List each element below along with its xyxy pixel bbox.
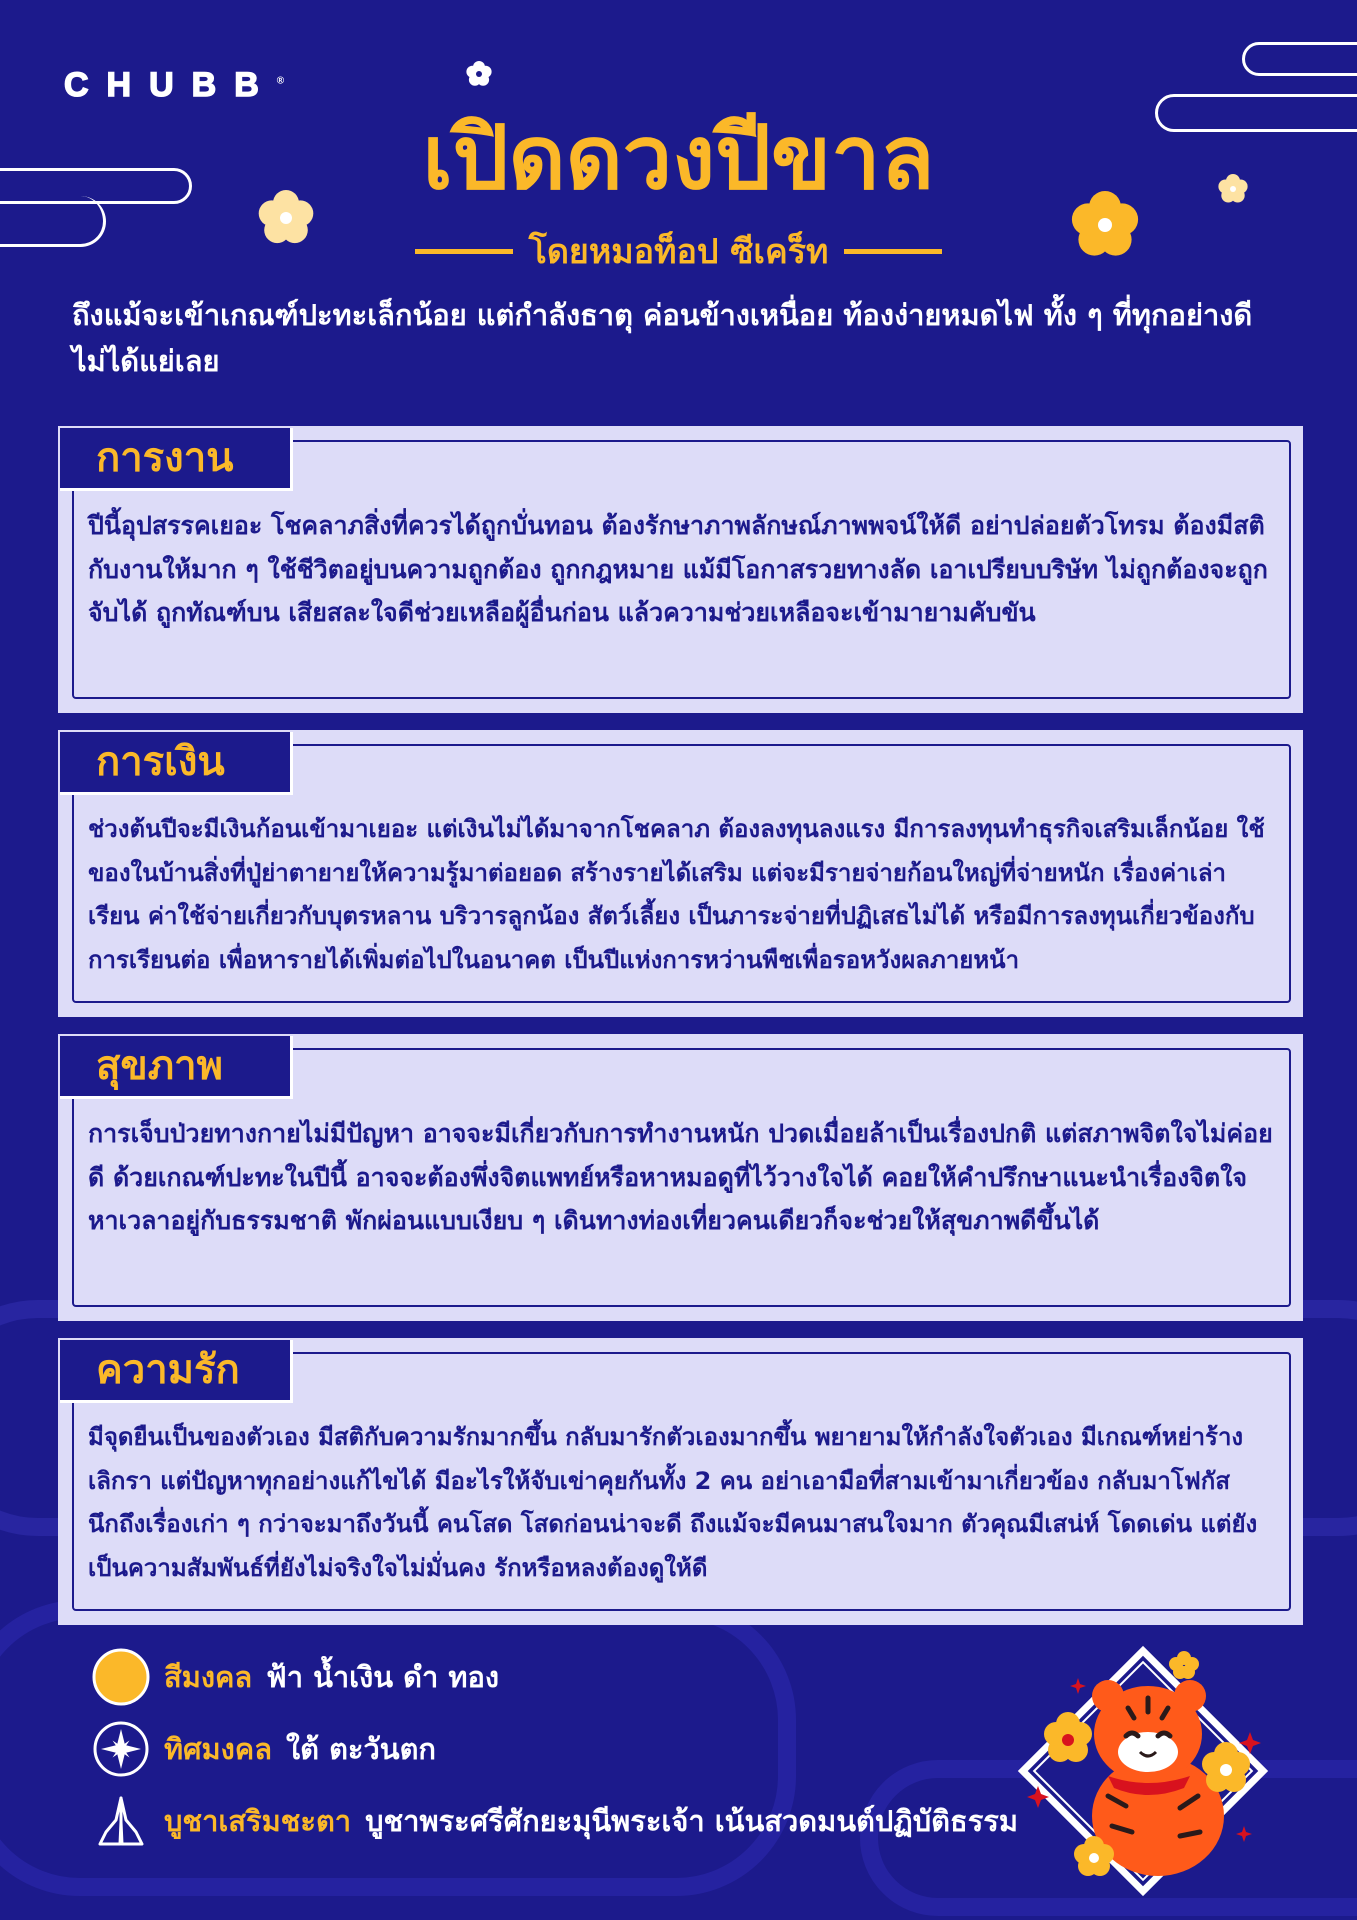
chubb-logo: CHUBB® (64, 66, 285, 104)
section-text: การเจ็บป่วยทางกายไม่มีปัญหา อาจจะมีเกี่ยวกับการทำงานหนัก ปวดเมื่อยล้าเป็นเรื่องปกติ แต่สภาพจิตใจไม่ค่อยดี ด้วยเกณฑ์ปะทะในปีนี้ อาจจะต้องพึ่งจิตแพทย์หรือหาหมอดูที่ไว้วางใจได้ คอยให้คำปรึกษาแนะนำเรื่องจิตใจ หาเวลาอยู่กับธรรมชาติ พักผ่อนแบบเงียบ ๆ เดินทางท่องเที่ยวคนเดียวก็จะช่วยให้สุขภาพดีขึ้นได้ (88, 1119, 1273, 1235)
lucky-direction-label: ทิศมงคล (164, 1732, 272, 1766)
section-card-work (58, 426, 1303, 713)
lucky-color-value: ฟ้า น้ำเงิน ดำ ทอง (266, 1660, 500, 1694)
praying-hands-icon (92, 1792, 150, 1850)
section-card-health (58, 1034, 1303, 1321)
tiger-illustration (1008, 1636, 1278, 1906)
section-card-love (58, 1338, 1303, 1625)
section-text: ช่วงต้นปีจะมีเงินก้อนเข้ามาเยอะ แต่เงินไม่ได้มาจากโชคลาภ ต้องลงทุนลงแรง มีการลงทุนทำธุรกิจเสริมเล็กน้อย ใช้ของในบ้านสิ่งที่ปู่ย่าตายายให้ความรู้มาต่อยอด สร้างรายได้เสริม แต่จะมีรายจ่ายก้อนใหญ่ที่จ่ายหนัก เรื่องค่าเล่าเรียน ค่าใช้จ่ายเกี่ยวกับบุตรหลาน บริวารลูกน้อง สัตว์เลี้ยง เป็นภาระจ่ายที่ปฏิเสธไม่ได้ หรือมีการลงทุนเกี่ยวข้องกับการเรียนต่อ เพื่อหารายได้เพิ่มต่อไปในอนาคต เป็นปีแห่งการหว่านพืชเพื่อรอหวังผลภายหน้า (88, 815, 1265, 974)
yellow-circle-icon (92, 1648, 150, 1706)
section-heading: ความรัก (60, 1340, 293, 1403)
section-heading: การเงิน (60, 732, 293, 795)
lucky-color-row (92, 1648, 499, 1706)
decorative-cloud-line (1242, 42, 1357, 76)
section-card-finance (58, 730, 1303, 1017)
worship-label: บูชาเสริมชะตา (164, 1804, 352, 1838)
lucky-direction-row (92, 1720, 436, 1778)
intro-text: ถึงแม้จะเข้าเกณฑ์ปะทะเล็กน้อย แต่กำลังธาตุ ค่อนข้างเหนื่อย ท้องง่ายหมดไฟ ทั้ง ๆ ที่ทุกอย่างดี ไม่ได้แย่เลย (72, 298, 1253, 378)
page-subtitle: โดยหมอท็อป ซีเคร็ท (528, 232, 829, 272)
section-text: ปีนี้อุปสรรคเยอะ โชคลาภสิ่งที่ควรได้ถูกบั่นทอน ต้องรักษาภาพลักษณ์ภาพพจน์ให้ดี อย่าปล่อยตัวโทรม ต้องมีสติกับงานให้มาก ๆ ใช้ชีวิตอยู่บนความถูกต้อง ถูกกฎหมาย แม้มีโอกาสรวยทางลัด เอาเปรียบบริษัท ไม่ถูกต้องจะถูกจับได้ ถูกทัณฑ์บน เสียสละใจดีช่วยเหลือผู้อื่นก่อน แล้วความช่วยเหลือจะเข้ามายามคับขัน (88, 511, 1268, 627)
subtitle-divider (415, 249, 513, 254)
worship-value: บูชาพระศรีศักยะมุนีพระเจ้า เน้นสวดมนต์ปฏิบัติธรรม (365, 1804, 1018, 1838)
plum-blossom-icon (465, 60, 493, 88)
section-heading: การงาน (60, 428, 293, 491)
page-title: เปิดดวงปีขาล (422, 106, 935, 209)
compass-icon (92, 1720, 150, 1778)
subtitle-row (0, 224, 1357, 278)
lucky-direction-value: ใต้ ตะวันตก (285, 1732, 436, 1766)
section-text: มีจุดยืนเป็นของตัวเอง มีสติกับความรักมากขึ้น กลับมารักตัวเองมากขึ้น พยายามให้กำลังใจตัวเอง มีเกณฑ์หย่าร้างเลิกรา แต่ปัญหาทุกอย่างแก้ไขได้ มีอะไรให้จับเข่าคุยกันทั้ง 2 คน อย่าเอามือที่สามเข้ามาเกี่ยวข้อง กลับมาโฟกัสนึกถึงเรื่องเก่า ๆ กว่าจะมาถึงวันนี้ คนโสด โสดก่อนน่าจะดี ถึงแม้จะมีคนมาสนใจมาก ตัวคุณมีเสน่ห์ โดดเด่น แต่ยังเป็นความสัมพันธ์ที่ยังไม่จริงใจไม่มั่นคง รักหรือหลงต้องดูให้ดี (88, 1423, 1258, 1582)
section-heading: สุขภาพ (60, 1036, 293, 1099)
worship-row (92, 1792, 1018, 1850)
lucky-color-label: สีมงคล (164, 1660, 253, 1694)
subtitle-divider (844, 249, 942, 254)
